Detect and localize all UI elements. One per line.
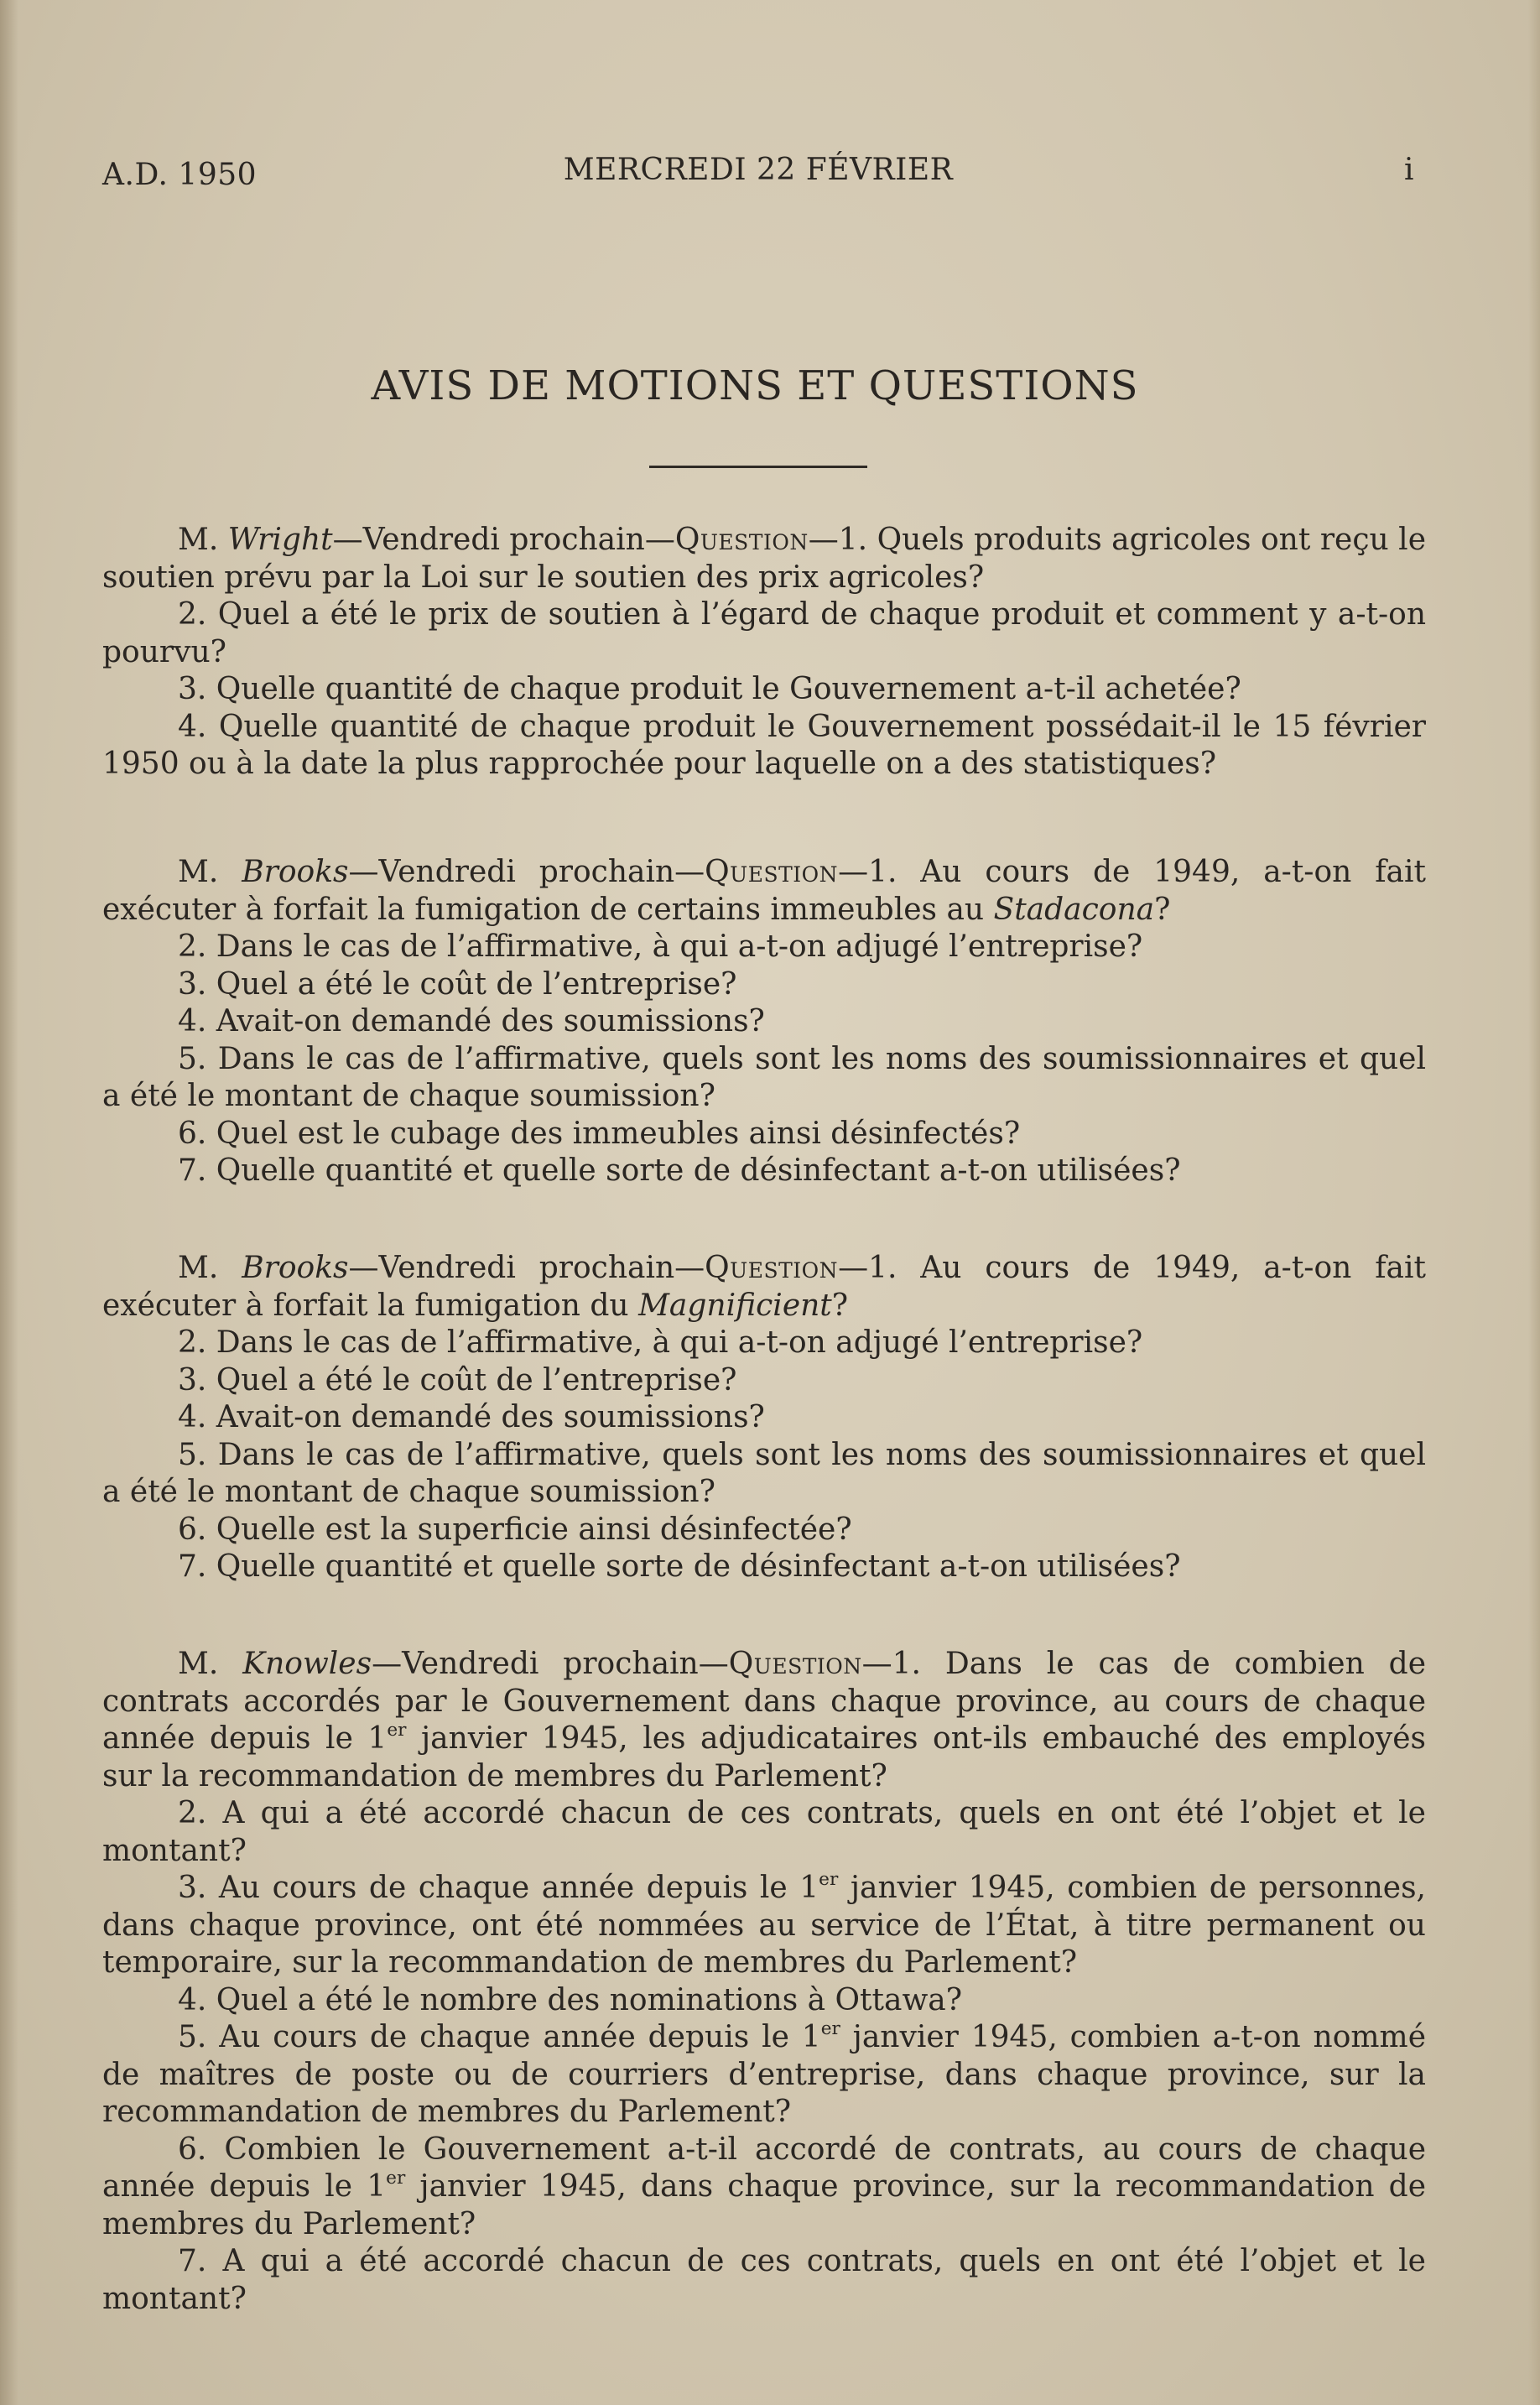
question-1-end: ? [1154,892,1171,927]
notice-kind: Question [705,855,839,889]
header-date: MERCREDI 22 FÉVRIER [563,153,954,187]
notice-when: —Vendredi prochain— [348,1251,705,1285]
notice-when: —Vendredi prochain— [372,1647,729,1681]
question-3: 3. Quel a été le coût de l’entreprise? [178,1362,737,1398]
question-2: 2. Dans le cas de l’affirmative, à qui a-t-on adjugé l’entreprise? [178,1325,1143,1360]
notice-when: —Vendredi prochain— [332,523,675,557]
question-4: 4. Quelle quantité de chaque produit le Gouvernement possédait-il le 15 février 1950 ou à la date la plus rapprochée pour laquelle on a des statistiques? [102,709,1426,781]
question-5-end: janvier 1945, combien a-t-on nommé de maîtres de poste ou de courriers d’entreprise, dans chaque province, sur la recommandation de membres du Parlement? [102,2020,1426,2129]
notice-when: —Vendredi prochain— [348,855,705,889]
notice-brooks-magnificient [102,1250,1426,1586]
question-3-end: janvier 1945, combien de personnes, dans chaque province, ont été nommées au service de l’État, à titre permanent ou temporaire, sur la recommandation de membres du Parlement? [102,1871,1427,1980]
question-6-end: janvier 1945, dans chaque province, sur la recommandation de membres du Parlement? [102,2169,1426,2241]
ordinal-suffix: er [819,1868,839,1890]
question-2: 2. A qui a été accordé chacun de ces contrats, quels en ont été l’objet et le montant? [102,1796,1426,1868]
ordinal-suffix: er [387,1719,407,1741]
question-5: 5. Dans le cas de l’affirmative, quels sont les noms des soumissionnaires et quel a été le montant de chaque soumission? [102,1041,1426,1113]
member-name: Brooks [242,855,349,889]
ordinal-suffix: er [820,2017,840,2039]
question-4: 4. Avait-on demandé des soumissions? [178,1004,765,1039]
ship-name: Stadacona [993,892,1155,927]
question-6: 6. Quel est le cubage des immeubles ainsi désinfectés? [178,1116,1021,1151]
question-7: 7. Quelle quantité et quelle sorte de désinfectant a-t-on utilisées? [178,1549,1181,1584]
notice-paragraph [102,1646,1426,1795]
notice-wright [102,522,1426,783]
question-3-start: 3. Au cours de chaque année depuis le 1 [178,1871,819,1905]
notice-brooks-stadacona [102,854,1426,1190]
question-3 [102,1870,1426,1982]
question-5-start: 5. Au cours de chaque année depuis le 1 [178,2020,821,2054]
header-year: A.D. 1950 [102,158,258,192]
notice-kind: Question [728,1647,862,1681]
question-1: —1. Dans le cas de combien de contrats accordés par le Gouvernement dans chaque province, au cours de chaque année depuis le 1 [102,1647,1426,1756]
question-4: 4. Quel a été le nombre des nominations à Ottawa? [178,1982,963,2017]
question-1: —1. Quels produits agricoles ont reçu le soutien prévu par la Loi sur le soutien des prix agricoles? [102,523,1426,595]
question-6: 6. Quelle est la superficie ainsi désinfectée? [178,1512,852,1547]
member-name: Wright [227,523,333,557]
question-3: 3. Quel a été le coût de l’entreprise? [178,966,737,1002]
question-2: 2. Dans le cas de l’affirmative, à qui a-t-on adjugé l’entreprise? [178,929,1143,964]
ordinal-suffix: er [386,2167,406,2189]
question-1: —1. Au cours de 1949, a-t-on fait exécuter à forfait la fumigation du [102,1251,1426,1323]
question-4: 4. Avait-on demandé des soumissions? [178,1400,765,1434]
notice-paragraph [102,854,1426,929]
member-prefix: M. [178,523,228,557]
question-1-end: ? [831,1288,849,1323]
question-3: 3. Quelle quantité de chaque produit le Gouvernement a-t-il achetée? [178,672,1241,706]
member-name: Brooks [242,1251,349,1285]
notice-paragraph [102,1250,1426,1325]
member-prefix: M. [178,1251,242,1285]
question-7: 7. Quelle quantité et quelle sorte de désinfectant a-t-on utilisées? [178,1153,1181,1188]
notice-kind: Question [674,523,809,557]
question-1-end: janvier 1945, les adjudicataires ont-ils embauché des employés sur la recommandation de membres du Parlement? [102,1721,1426,1793]
title-divider [649,466,867,468]
member-name: Knowles [242,1647,372,1681]
question-5 [102,2019,1426,2132]
question-6-start: 6. Combien le Gouvernement a-t-il accordé de contrats, au cours de chaque année depuis le 1 [102,2132,1426,2204]
notice-paragraph [102,522,1426,596]
page-number: i [1403,153,1414,187]
member-prefix: M. [178,855,242,889]
member-prefix: M. [178,1647,243,1681]
notice-kind: Question [705,1251,839,1285]
question-6 [102,2132,1426,2244]
question-1: —1. Au cours de 1949, a-t-on fait exécuter à forfait la fumigation de certains immeubles au [102,855,1426,927]
running-head [102,153,1414,195]
question-5: 5. Dans le cas de l’affirmative, quels sont les noms des soumissionnaires et quel a été le montant de chaque soumission? [102,1437,1426,1509]
question-2: 2. Quel a été le prix de soutien à l’égard de chaque produit et comment y a-t-on pourvu? [102,597,1426,669]
ship-name: Magnificient [638,1288,832,1323]
question-7: 7. A qui a été accordé chacun de ces contrats, quels en ont été l’objet et le montant? [102,2244,1426,2316]
notice-knowles [102,1646,1426,2318]
page-title: AVIS DE MOTIONS ET QUESTIONS [371,362,1139,409]
